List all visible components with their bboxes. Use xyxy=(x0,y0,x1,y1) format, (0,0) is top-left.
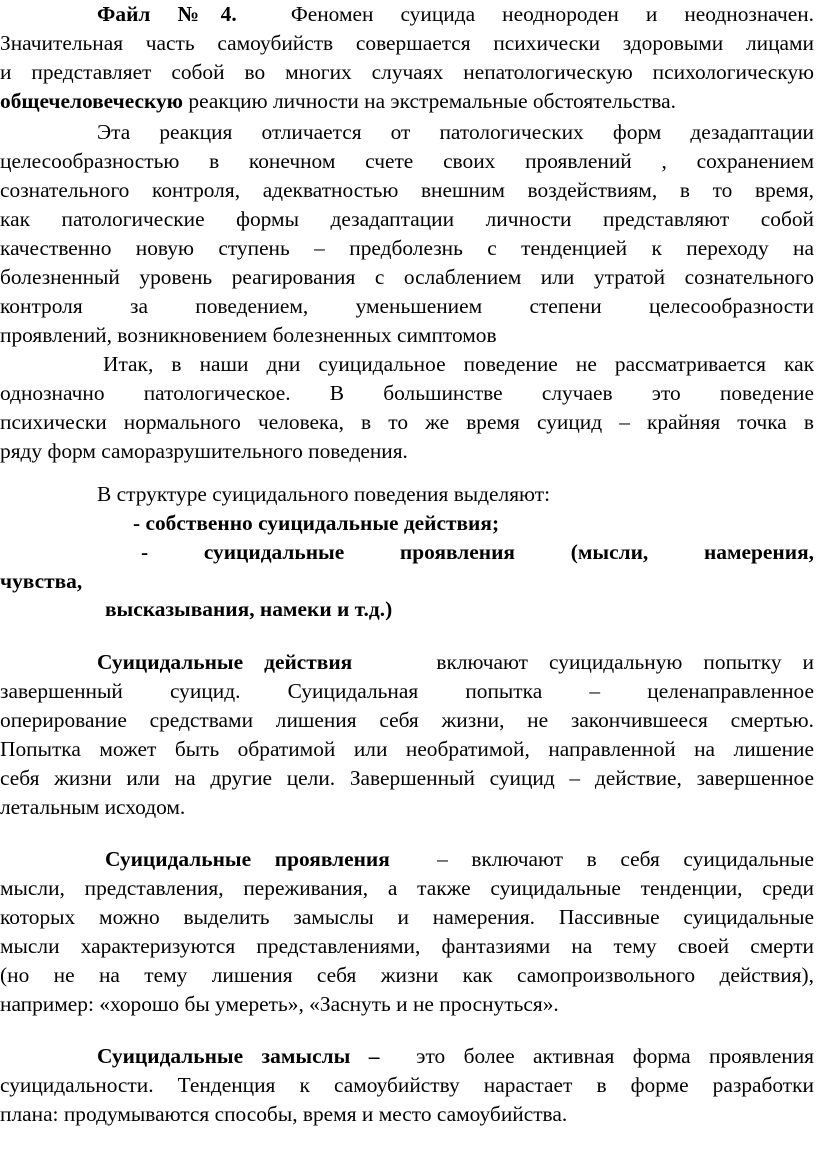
paragraph-5-line-5: (но не на тему лишения себя жизни как самопроизвольного действия), xyxy=(0,963,814,987)
structure-item-2-line-3: высказывания, намеки и т.д.) xyxy=(105,597,393,621)
paragraph-4-line-5: себя жизни или на другие цели. Завершенный суицид – действие, завершенное xyxy=(0,766,814,790)
paragraph-6-line-2: суицидальности. Тенденция к самоубийству нарастает в форме разработки xyxy=(0,1073,814,1097)
paragraph-1-line-2: Значительная часть самоубийств совершается психически здоровыми лицами xyxy=(0,31,814,55)
paragraph-4-line-3: оперирование средствами лишения себя жизни, не закончившееся смертью. xyxy=(0,708,814,732)
paragraph-5-line-2: мысли, представления, переживания, а также суицидальные тенденции, среди xyxy=(0,876,814,900)
paragraph-2-line-2: целесообразностью в конечном счете своих проявлений , сохранением xyxy=(0,149,814,173)
paragraph-2-line-3: сознательного контроля, адекватностью внешним воздействиям, в то время, xyxy=(0,178,814,202)
paragraph-6-line-1: Суицидальные замыслы – это более активная форма проявления xyxy=(97,1044,814,1068)
structure-item-1: - собственно суицидальные действия; xyxy=(133,511,500,535)
paragraph-4-line-6: летальным исходом. xyxy=(0,795,186,819)
paragraph-2-line-6: болезненный уровень реагирования с ослаблением или утратой сознательного xyxy=(0,265,814,289)
paragraph-5-line-3: которых можно выделить замыслы и намерения. Пассивные суицидальные xyxy=(0,905,814,929)
structure-item-2-line-2: чувства, xyxy=(0,569,83,593)
structure-intro: В структуре суицидального поведения выделяют: xyxy=(97,482,551,506)
paragraph-6-line-3: плана: продумываются способы, время и место самоубийства. xyxy=(0,1102,568,1126)
paragraph-1-line-3: и представляет собой во многих случаях непатологическую психологическую xyxy=(0,60,814,84)
paragraph-2-line-7: контроля за поведением, уменьшением степени целесообразности xyxy=(0,294,814,318)
paragraph-2-line-1: Эта реакция отличается от патологических форм дезадаптации xyxy=(97,120,814,144)
paragraph-3-line-2: однозначно патологическое. В большинстве случаев это поведение xyxy=(0,381,814,405)
term-suicidal-manifestations: Суицидальные проявления xyxy=(105,847,390,871)
paragraph-5-line-6: например: «хорошо бы умереть», «Заснуть и не проснуться». xyxy=(0,992,559,1016)
paragraph-5-line-1: Суицидальные проявления – включают в себя суицидальные xyxy=(105,847,814,871)
paragraph-2-line-4: как патологические формы дезадаптации личности представляют собой xyxy=(0,207,814,231)
paragraph-3-line-3: психически нормального человека, в то же время суицид – крайняя точка в xyxy=(0,410,814,434)
paragraph-4-line-2: завершенный суицид. Суицидальная попытка – целенаправленное xyxy=(0,679,814,703)
file-title: Файл №4. xyxy=(97,2,237,26)
paragraph-1-line-1: Файл №4. Феномен суицида неоднороден и неоднозначен. xyxy=(97,2,814,26)
paragraph-3-line-1: Итак, в наши дни суицидальное поведение не рассматривается как xyxy=(103,352,814,376)
paragraph-4-line-1: Суицидальные действия включают суицидальную попытку и xyxy=(97,650,815,674)
paragraph-5-line-4: мысли характеризуются представлениями, фантазиями на тему своей смерти xyxy=(0,934,814,958)
paragraph-2-line-5: качественно новую ступень – предболезнь с тенденцией к переходу на xyxy=(0,236,814,260)
paragraph-3-line-4: ряду форм саморазрушительного поведения. xyxy=(0,439,408,463)
term-suicidal-plans: Суицидальные замыслы – xyxy=(97,1044,380,1068)
paragraph-4-line-4: Попытка может быть обратимой или необратимой, направленной на лишение xyxy=(0,737,814,761)
paragraph-2-line-8: проявлений, возникновением болезненных симптомов xyxy=(0,323,497,347)
term-suicidal-actions: Суицидальные действия xyxy=(97,650,353,674)
paragraph-1-line-4: общечеловеческую реакцию личности на экстремальные обстоятельства. xyxy=(0,89,676,113)
structure-item-2-line-1: - суицидальные проявления (мысли, намерения, xyxy=(141,540,814,564)
